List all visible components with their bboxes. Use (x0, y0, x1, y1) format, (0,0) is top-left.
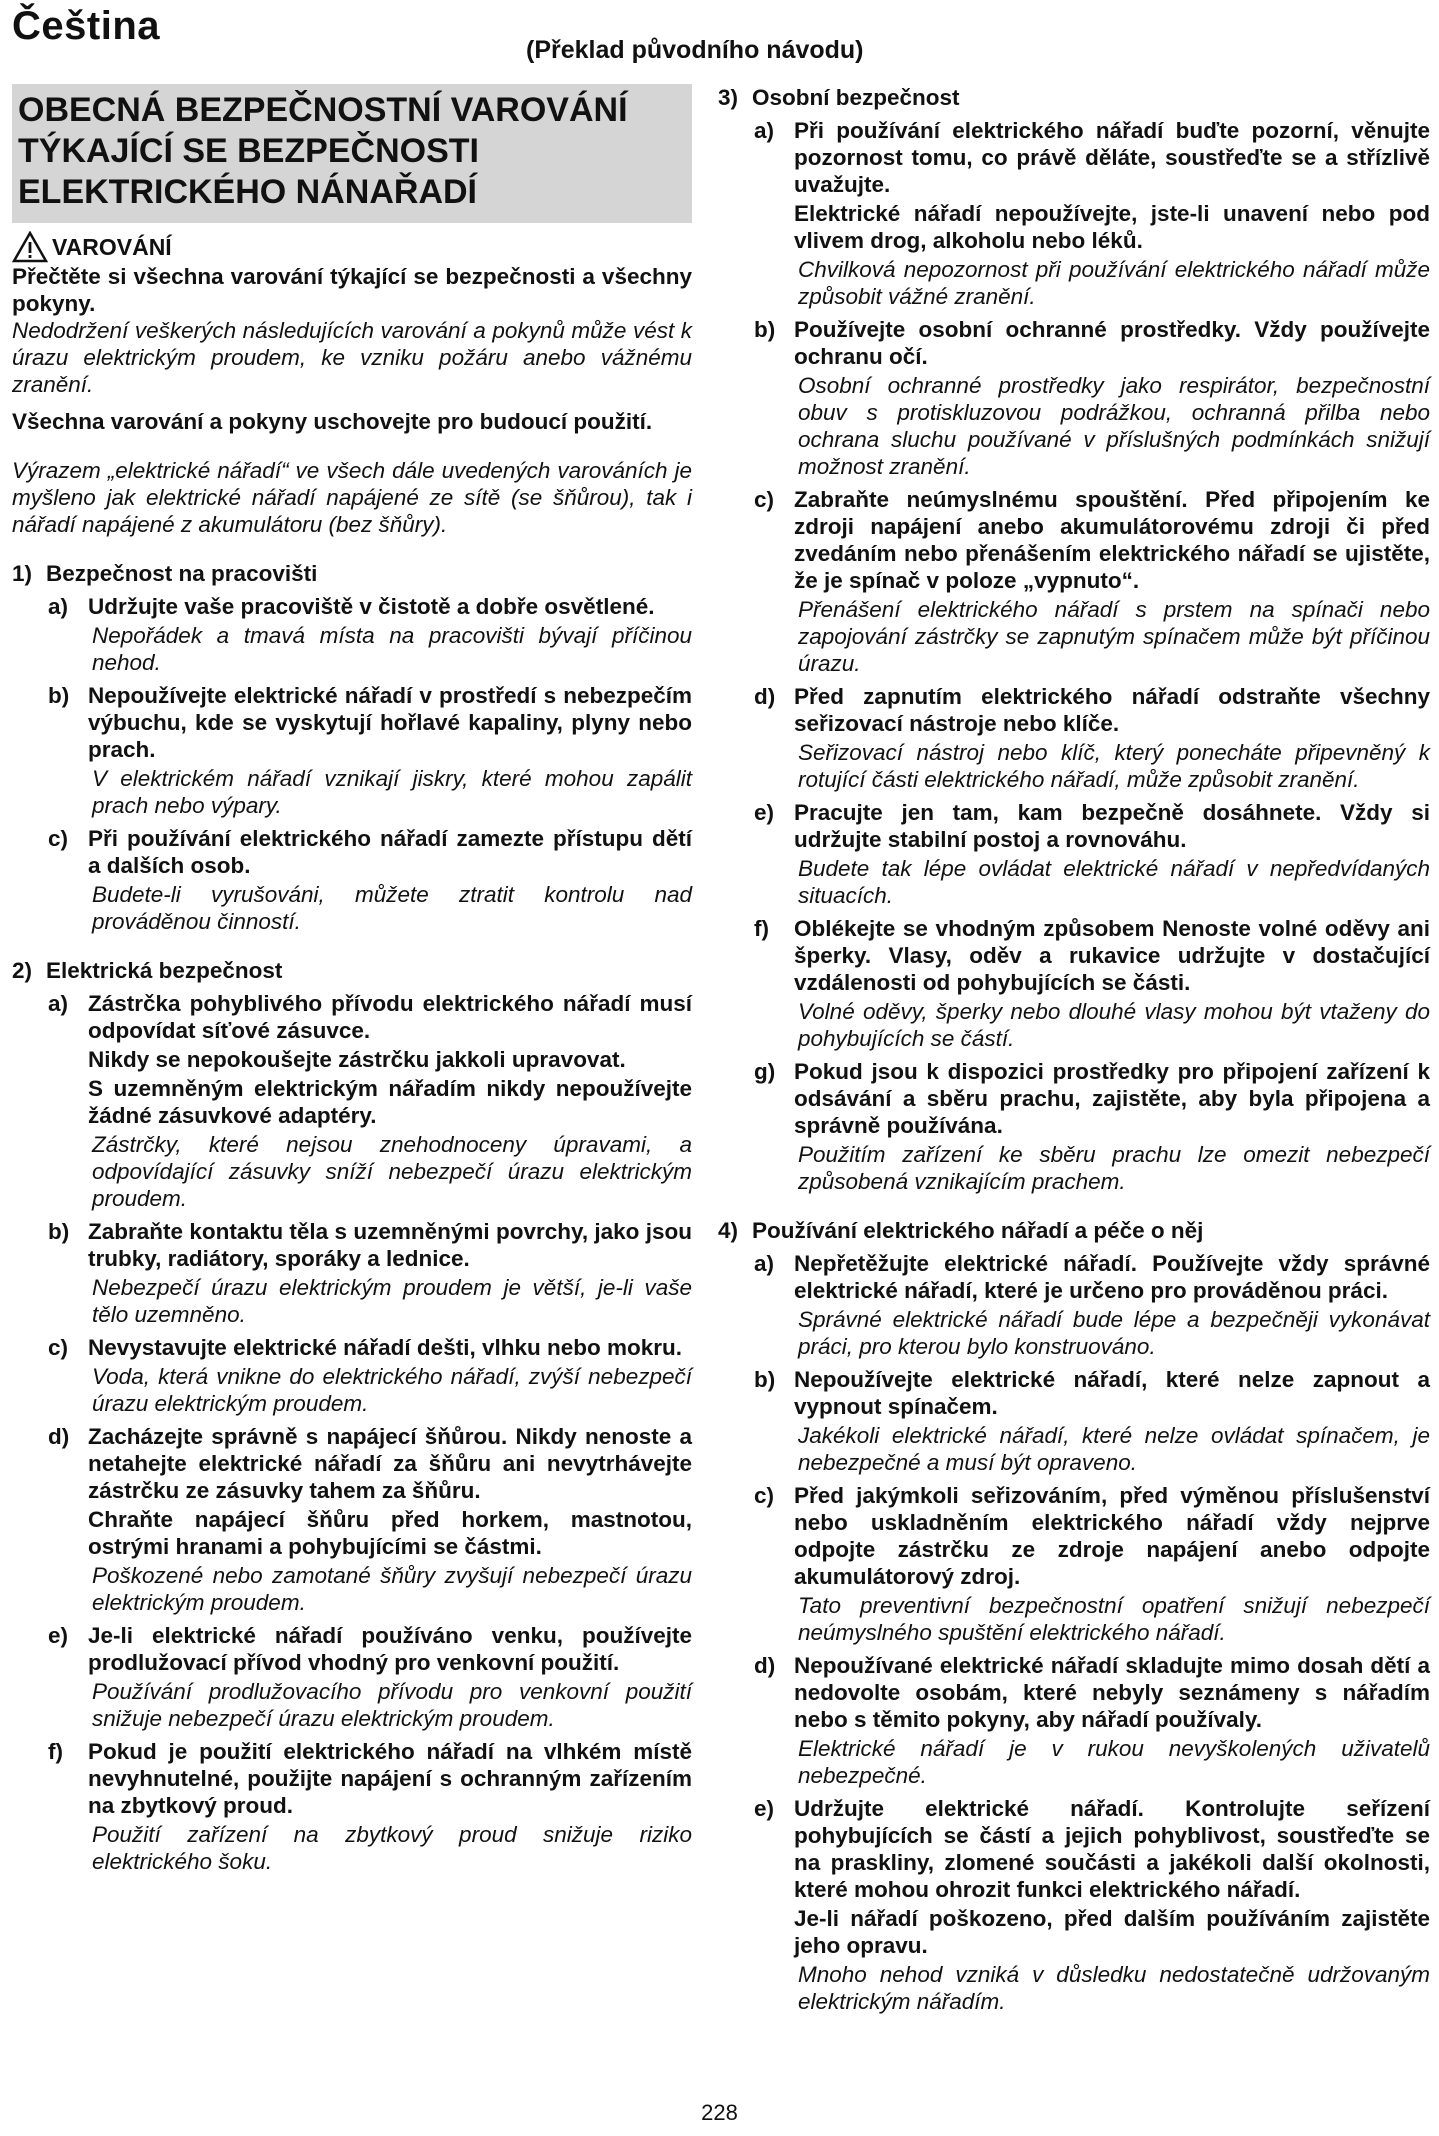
list-item: b) Zabraňte kontaktu těla s uzemněnými povrchy, jako jsou trubky, radiátory, sporáky a lednice. Nebezpečí úrazu elektrickým proudem je větší, je-li vaše tělo uzemněno. (48, 1219, 692, 1327)
list-item: e) Udržujte elektrické nářadí. Kontrolujte seřízení pohybujících se částí a jejich pohyblivost, soustřeďte se na praskliny, zlomené součásti a jakékoli další okolnosti, které mohou ohrozit funkci elektrického nářadí. Je-li nářadí poškozeno, před dalším používáním zajistěte jeho opravu. Mnoho nehod vzniká v důsledku nedostatečně udržovaným elektrickým nářadím. (754, 1796, 1430, 2014)
list-item: a) Při používání elektrického nářadí buďte pozorní, věnujte pozornost tomu, co právě děláte, soustřeďte se a střízlivě uvažujte. Elektrické nářadí nepoužívejte, jste-li unavení nebo pod vlivem drog, alkoholu nebo léků. Chvilková nepozornost při používání elektrického nářadí může způsobit vážné zranění. (754, 118, 1430, 309)
warning-read: Přečtěte si všechna varování týkající se bezpečnosti a všechny pokyny. (12, 264, 692, 316)
left-column (12, 84, 692, 1875)
list-item: d) Zacházejte správně s napájecí šňůrou. Nikdy nenoste a netahejte elektrické nářadí za šňůru ani nevytrhávejte zástrčku ze zásuvky tahem za šňůru. Chraňte napájecí šňůru před horkem, mastnotou, ostrými hranami a pohybujícími se částmi. Poškozené nebo zamotané šňůry zvyšují nebezpečí úrazu elektrickým proudem. (48, 1424, 692, 1615)
list-item: a) Nepřetěžujte elektrické nářadí. Používejte vždy správné elektrické nářadí, které je určeno pro prováděnou práci. Správné elektrické nářadí bude lépe a bezpečněji vykonávat práci, pro kterou bylo konstruováno. (754, 1251, 1430, 1359)
translation-note: (Překlad původního návodu) (526, 36, 864, 64)
warning-definition: Výrazem „elektrické nářadí“ ve všech dále uvedených varováních je myšleno jak elektrické nářadí napájené ze sítě (se šňůrou), tak i nářadí napájené z akumulátoru (bez šňůry). (12, 458, 692, 537)
section-heading: 1) Bezpečnost na pracovišti (12, 561, 318, 586)
list-item: b) Používejte osobní ochranné prostředky. Vždy používejte ochranu očí. Osobní ochranné prostředky jako respirátor, bezpečnostní obuv s protiskluzovou podrážkou, ochranná přilba nebo ochrana sluchu používané v příslušných podmínkách snižují možnost zranění. (754, 317, 1430, 479)
section-heading: 4) Používání elektrického nářadí a péče o něj (718, 1218, 1204, 1243)
list-item: f) Pokud je použití elektrického nářadí na vlhkém místě nevyhnutelné, použijte napájení s ochranným zařízením na zbytkový proud. Použití zařízení na zbytkový proud snižuje riziko elektrického šoku. (48, 1739, 692, 1874)
section-heading: 3) Osobní bezpečnost (718, 85, 960, 110)
language-heading: Čeština (12, 4, 160, 48)
list-item: b) Nepoužívejte elektrické nářadí, které nelze zapnout a vypnout spínačem. Jakékoli elektrické nářadí, které nelze ovládat spínačem, je nebezpečné a musí být opraveno. (754, 1367, 1430, 1475)
list-item: d) Před zapnutím elektrického nářadí odstraňte všechny seřizovací nástroje nebo klíče. Seřizovací nástroj nebo klíč, který ponecháte připevněný k rotující části elektrického nářadí, může způsobit zranění. (754, 684, 1430, 792)
list-item: a) Udržujte vaše pracoviště v čistotě a dobře osvětlené. Nepořádek a tmavá místa na pracovišti bývají příčinou nehod. (48, 594, 692, 675)
warning-heading (12, 231, 692, 263)
right-column (718, 84, 1430, 2015)
list-item: c) Zabraňte neúmyslnému spouštění. Před připojením ke zdroji napájení anebo akumulátorovému zdroji či před zvedáním nebo přenášením elektrického nářadí se ujistěte, že je spínač v poloze „vypnuto“. Přenášení elektrického nářadí s prstem na spínači nebo zapojování zástrčky se zapnutým spínačem může být příčinou úrazu. (754, 487, 1430, 676)
list-item: e) Pracujte jen tam, kam bezpečně dosáhnete. Vždy si udržujte stabilní postoj a rovnováhu. Budete tak lépe ovládat elektrické nářadí v nepředvídaných situacích. (754, 800, 1430, 908)
list-item: a) Zástrčka pohyblivého přívodu elektrického nářadí musí odpovídat síťové zásuvce. Nikdy se nepokoušejte zástrčku jakkoli upravovat. S uzemněným elektrickým nářadím nikdy nepoužívejte žádné zásuvkové adaptéry. Zástrčky, které nejsou znehodnoceny úpravami, a odpovídající zásuvky sníží nebezpečí úrazu elektrickým proudem. (48, 991, 692, 1211)
warning-keep: Všechna varování a pokyny uschovejte pro budoucí použití. (12, 409, 653, 434)
page-title: OBECNÁ BEZPEČNOSTNÍ VAROVÁNÍ TÝKAJÍCÍ SE BEZPEČNOSTI ELEKTRICKÉHO NÁNAŘADÍ (12, 84, 692, 223)
list-item: c) Nevystavujte elektrické nářadí dešti, vlhku nebo mokru. Voda, která vnikne do elektrického nářadí, zvýší nebezpečí úrazu elektrickým proudem. (48, 1335, 692, 1416)
warning-triangle-icon (12, 231, 48, 263)
list-item: c) Při používání elektrického nářadí zamezte přístupu dětí a dalších osob. Budete-li vyrušováni, můžete ztratit kontrolu nad prováděnou činností. (48, 826, 692, 934)
warning-label: VAROVÁNÍ (52, 233, 172, 260)
list-item: b) Nepoužívejte elektrické nářadí v prostředí s nebezpečím výbuchu, kde se vyskytují hořlavé kapaliny, plyny nebo prach. V elektrickém nářadí vznikají jiskry, které mohou zapálit prach nebo výpary. (48, 683, 692, 818)
page-number: 228 (701, 2100, 738, 2125)
list-item: c) Před jakýmkoli seřizováním, před výměnou příslušenství nebo uskladněním elektrického nářadí vždy nejprve odpojte zástrčku ze zdroje napájení anebo odpojte akumulátorový zdroj. Tato preventivní bezpečnostní opatření snižují nebezpečí neúmyslného spuštění elektrického nářadí. (754, 1483, 1430, 1645)
list-item: f) Oblékejte se vhodným způsobem Nenoste volné oděvy ani šperky. Vlasy, oděv a rukavice udržujte v dostačující vzdálenosti od pohybujících se části. Volné oděvy, šperky nebo dlouhé vlasy mohou být vtaženy do pohybujících se částí. (754, 916, 1430, 1051)
section-heading: 2) Elektrická bezpečnost (12, 958, 283, 983)
list-item: g) Pokud jsou k dispozici prostředky pro připojení zařízení k odsávání a sběru prachu, zajistěte, aby byla připojena a správně používána. Použitím zařízení ke sběru prachu lze omezit nebezpečí způsobená vznikajícím prachem. (754, 1059, 1430, 1194)
list-item: d) Nepoužívané elektrické nářadí skladujte mimo dosah dětí a nedovolte osobám, které nebyly seznámeny s nářadím nebo s těmito pokyny, aby nářadí používaly. Elektrické nářadí je v rukou nevyškolených uživatelů nebezpečné. (754, 1653, 1430, 1788)
list-item: e) Je-li elektrické nářadí používáno venku, používejte prodlužovací přívod vhodný pro venkovní použití. Používání prodlužovacího přívodu pro venkovní použití snižuje nebezpečí úrazu elektrickým proudem. (48, 1623, 692, 1731)
warning-consequence: Nedodržení veškerých následujících varování a pokynů může vést k úrazu elektrickým proudem, ke vzniku požáru anebo vážnému zranění. (12, 318, 692, 397)
